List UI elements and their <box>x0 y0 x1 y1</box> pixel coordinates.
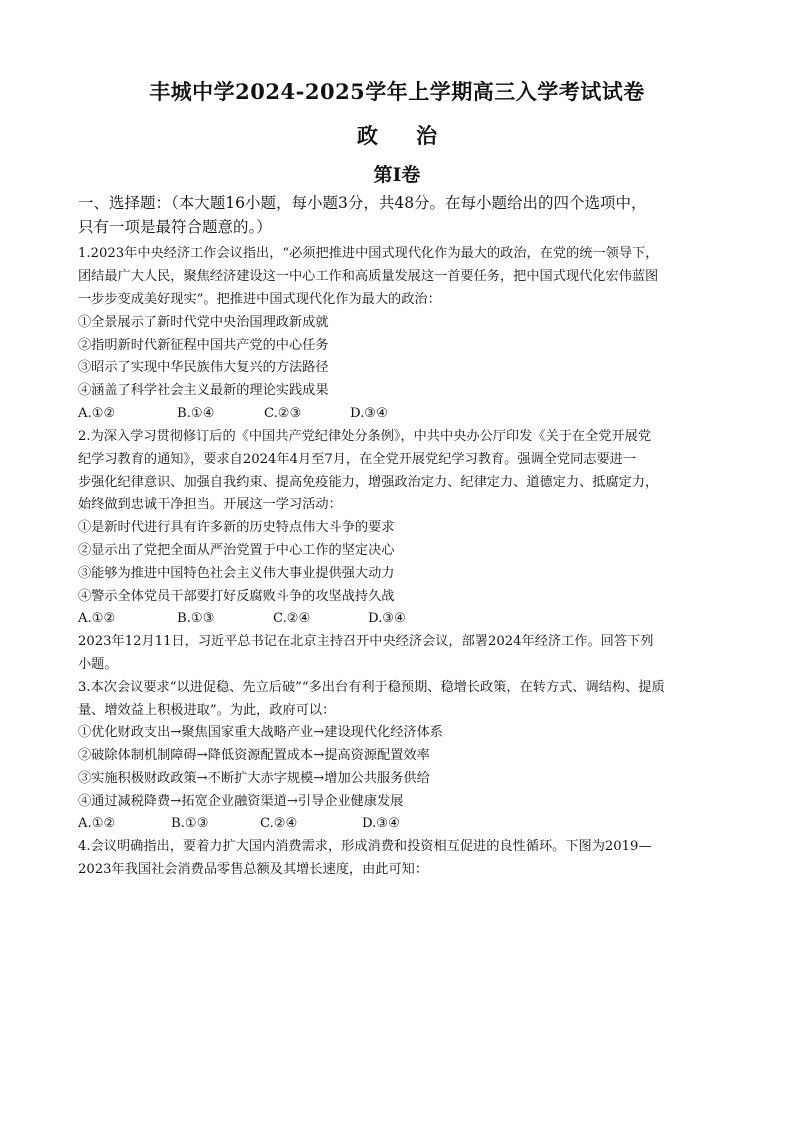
subject-char-2: 治 <box>416 123 437 148</box>
q2-item-3: ③能够为推进中国特色社会主义伟大事业提供强大动力 <box>78 566 395 581</box>
q3-item-1: ①优化财政支出→聚焦国家重大战略产业→建设现代化经济体系 <box>78 725 443 740</box>
q1-choice-a[interactable]: A.①② <box>78 406 116 421</box>
q1-choice-d[interactable]: D.③④ <box>350 406 388 421</box>
intro-line-1: 2023年12月11日，习近平总书记在北京主持召开中央经济会议，部署2024年经济工作。回答下列 <box>78 634 654 649</box>
q4-stem-line-2: 2023年我国社会消费品零售总额及其增长速度，由此可知： <box>78 862 429 877</box>
q2-item-4: ④警示全体党员干部要打好反腐败斗争的攻坚战持久战 <box>78 589 395 604</box>
section-heading-line-1: 一、选择题：（本大题16小题，每小题3分，共48分。在每小题给出的四个选项中， <box>78 194 647 212</box>
q2-stem-line-4: 始终做到忠诚干净担当。开展这一学习活动： <box>78 497 342 512</box>
section-heading-line-2: 只有一项是最符合题意的。） <box>78 218 272 236</box>
q2-item-2: ②显示出了党把全面从严治党置于中心工作的坚定决心 <box>78 543 395 558</box>
q2-stem-line-3: 步强化纪律意识、加强自我约束、提高免疫能力，增强政治定力、纪律定力、道德定力、抵腐定力， <box>78 475 659 490</box>
q1-choices <box>78 403 388 426</box>
intro-line-2: 小题。 <box>78 657 118 672</box>
q3-choices <box>78 813 400 836</box>
q3-choice-b[interactable]: B.①③ <box>171 816 209 831</box>
q3-stem-line-1: 3.本次会议要求“以进促稳、先立后破”“多出台有利于稳预期、稳增长政策，在转方式、调结构、提质 <box>78 680 665 695</box>
q3-item-3: ③实施积极财政政策→不断扩大赤字规模→增加公共服务供给 <box>78 771 430 786</box>
q3-stem-line-2: 量、增效益上积极进取”。为此，政府可以： <box>78 703 336 718</box>
q1-item-4: ④涵盖了科学社会主义最新的理论实践成果 <box>78 383 329 398</box>
q1-choice-b[interactable]: B.①④ <box>177 406 215 421</box>
subject-char-1: 政 <box>357 123 378 148</box>
q3-choice-a[interactable]: A.①② <box>78 816 116 831</box>
q2-choice-d[interactable]: D.③④ <box>368 611 406 626</box>
q1-item-2: ②指明新时代新征程中国共产党的中心任务 <box>78 338 329 353</box>
q3-item-4: ④通过减税降费→拓宽企业融资渠道→引导企业健康发展 <box>78 794 404 809</box>
q2-stem-line-2: 纪学习教育的通知》，要求自2024年4月至7月，在全党开展党纪学习教育。强调全党同志要进一 <box>78 452 637 467</box>
q1-item-3: ③昭示了实现中华民族伟大复兴的方法路径 <box>78 360 329 375</box>
q1-stem-line-1: 1.2023年中央经济工作会议指出，“必须把推进中国式现代化作为最大的政治，在党的统一领导下， <box>78 246 659 261</box>
q2-choice-c[interactable]: C.②④ <box>273 611 311 626</box>
q2-stem-line-1: 2.为深入学习贯彻修订后的《中国共产党纪律处分条例》，中共中央办公厅印发《关于在全党开展党 <box>78 429 652 444</box>
q1-stem-line-3: 一步步变成美好现实”。把推进中国式现代化作为最大的政治： <box>78 292 441 307</box>
q3-item-2: ②破除体制机制障碍→降低资源配置成本→提高资源配置效率 <box>78 748 430 763</box>
q3-choice-c[interactable]: C.②④ <box>260 816 298 831</box>
q2-item-1: ①是新时代进行具有许多新的历史特点伟大斗争的要求 <box>78 520 395 535</box>
q1-choice-c[interactable]: C.②③ <box>264 406 302 421</box>
q1-item-1: ①全景展示了新时代党中央治国理政新成就 <box>78 315 329 330</box>
q2-choices <box>78 608 406 631</box>
q2-choice-b[interactable]: B.①③ <box>177 611 215 626</box>
subject-title <box>0 120 794 150</box>
q1-stem-line-2: 团结最广大人民，聚焦经济建设这一中心工作和高质量发展这一首要任务，把中国式现代化宏伟蓝图 <box>78 269 659 284</box>
q2-choice-a[interactable]: A.①② <box>78 611 116 626</box>
volume-title: 第Ⅰ卷 <box>373 164 421 186</box>
exam-title: 丰城中学2024-2025学年上学期高三入学考试试卷 <box>149 79 645 104</box>
q3-choice-d[interactable]: D.③④ <box>362 816 400 831</box>
q4-stem-line-1: 4.会议明确指出，要着力扩大国内消费需求，形成消费和投资相互促进的良性循环。下图为2019— <box>78 839 652 854</box>
